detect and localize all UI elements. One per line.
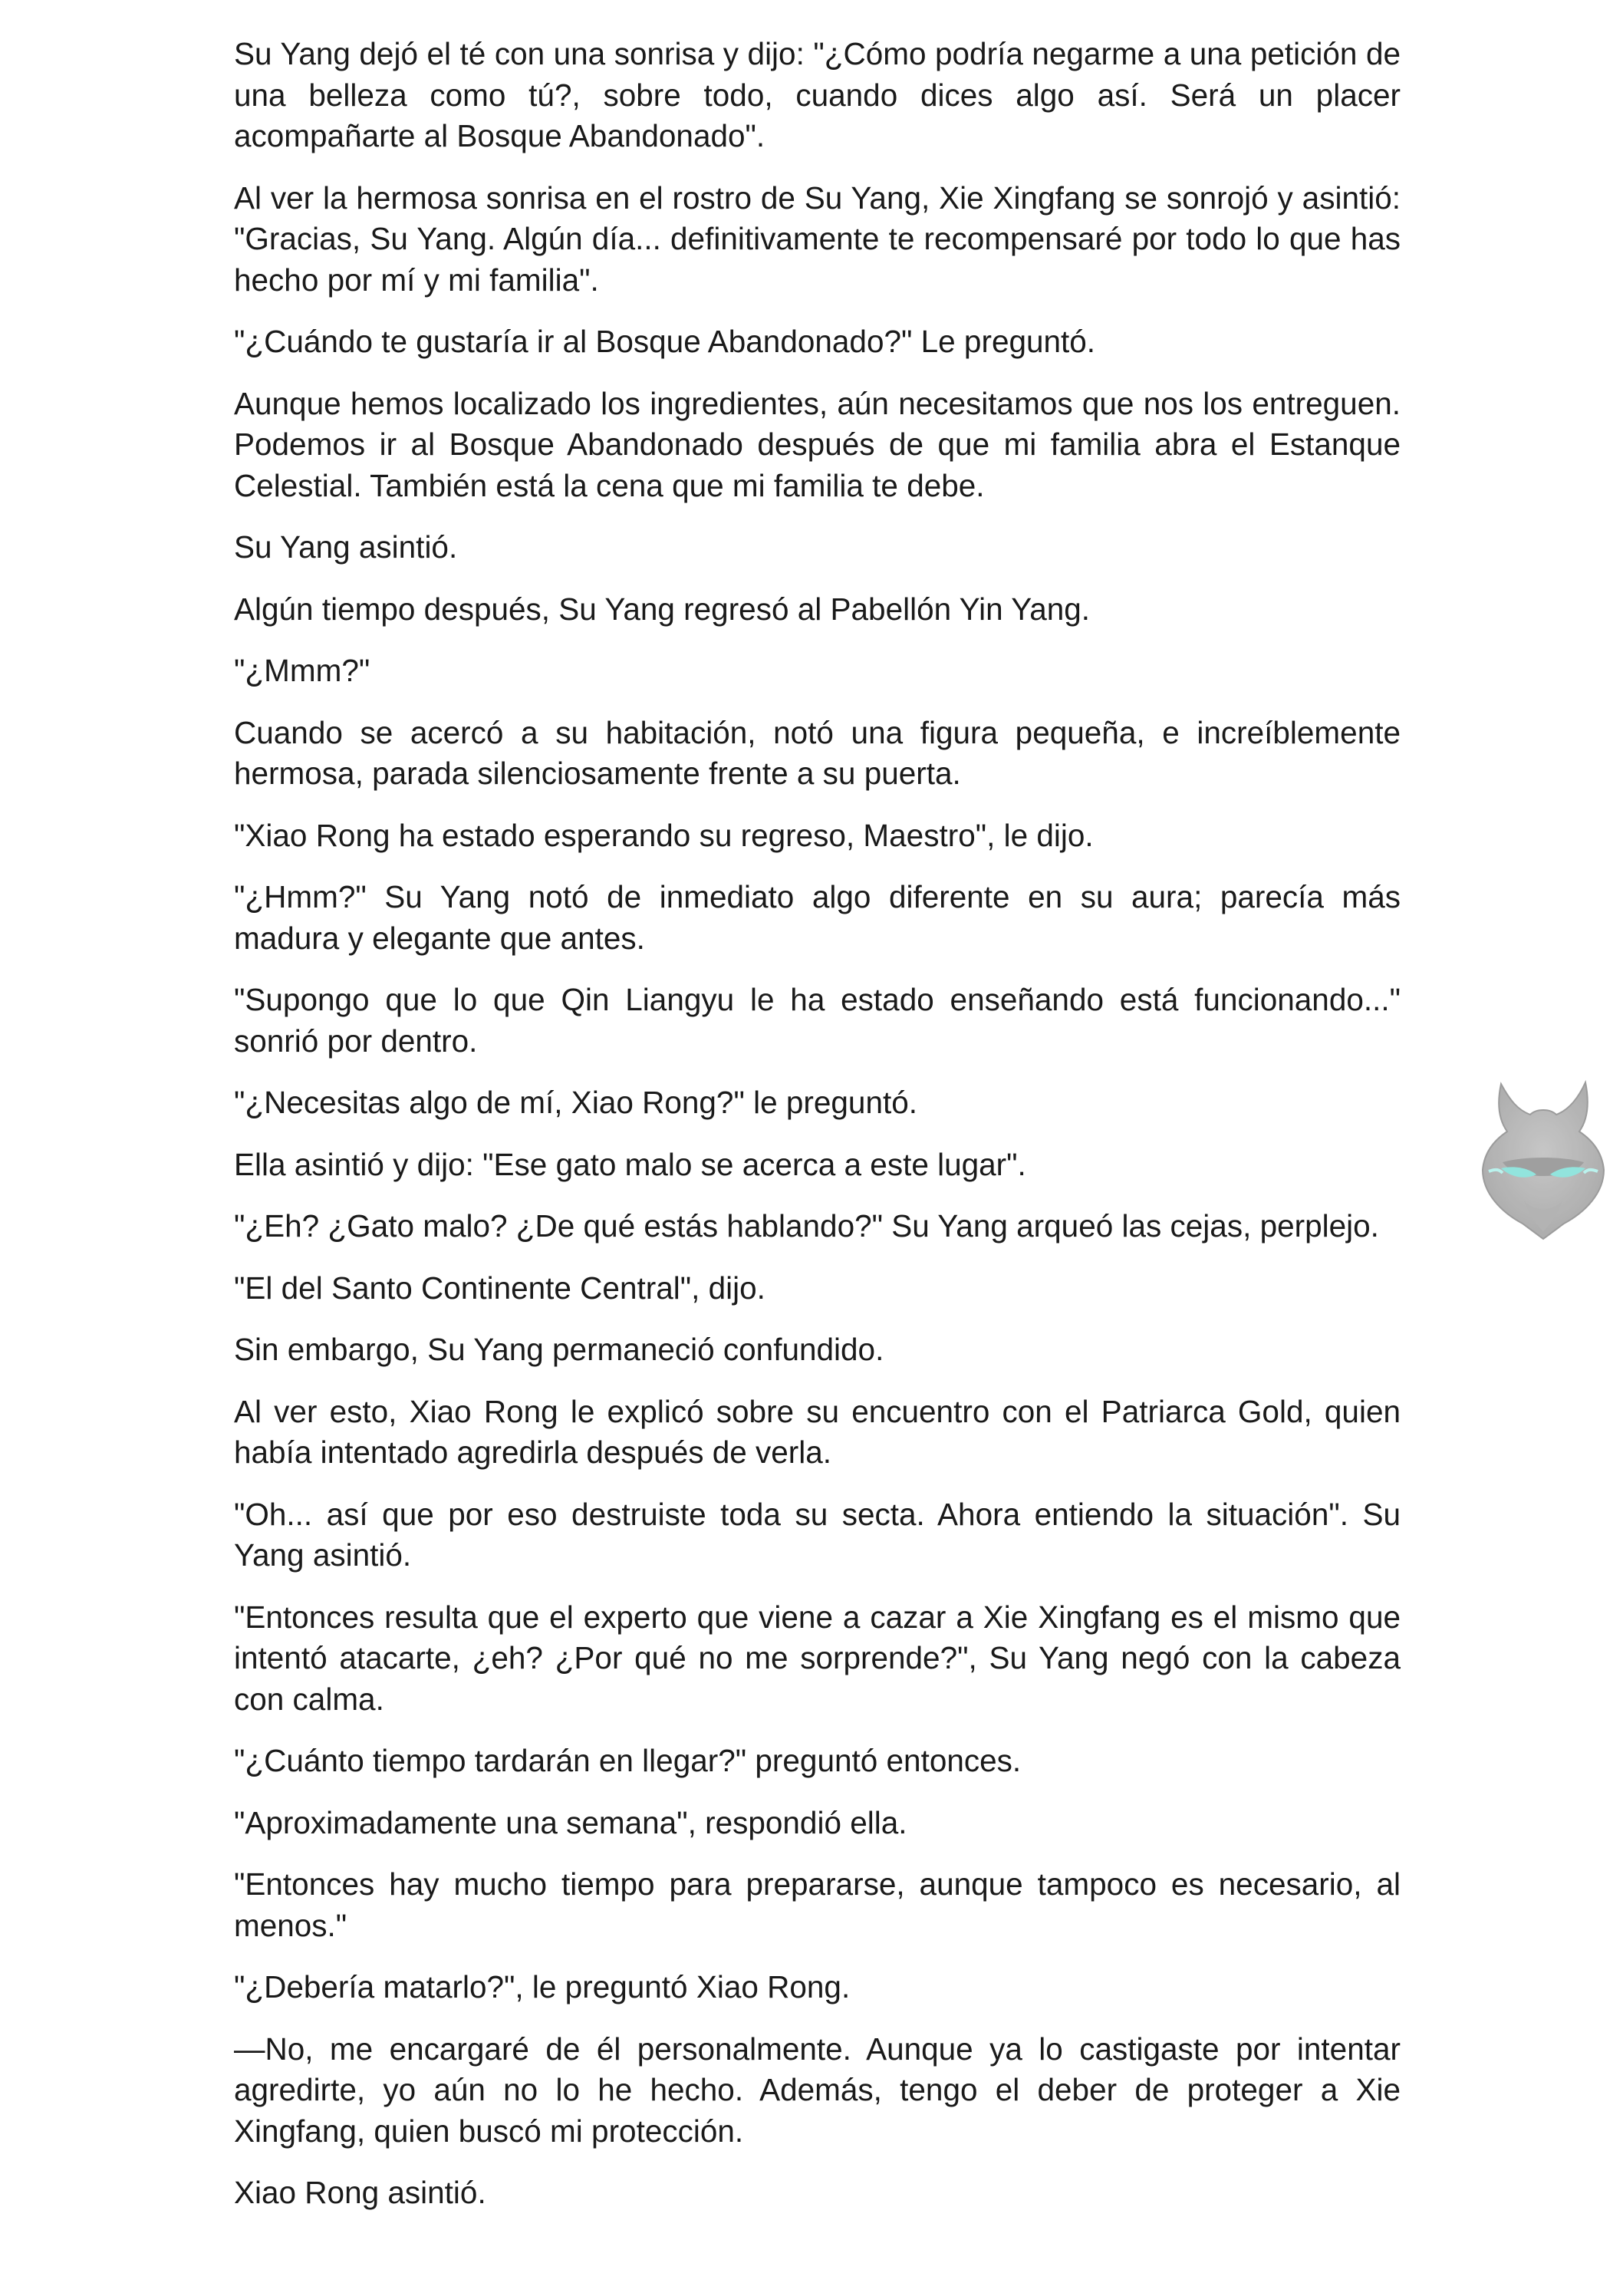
demon-head-icon	[1470, 1070, 1616, 1243]
paragraph: Ella asintió y dijo: "Ese gato malo se acerca a este lugar".	[234, 1146, 1026, 1182]
paragraph: —No, me encargaré de él personalmente. Aunque ya lo castigaste por intentar agredirte, yo aún no lo he hecho. Además, tengo el deber de proteger a Xie Xingfang, quien buscó mi protección.	[234, 2031, 1401, 2149]
paragraph: "¿Mmm?"	[234, 653, 370, 688]
paragraph: "¿Debería matarlo?", le preguntó Xiao Rong.	[234, 1969, 851, 2004]
paragraph: Xiao Rong asintió.	[234, 2175, 486, 2210]
paragraph: "¿Hmm?" Su Yang notó de inmediato algo diferente en su aura; parecía más madura y elegante que antes.	[234, 879, 1401, 956]
paragraph: Cuando se acercó a su habitación, notó una figura pequeña, e increíblemente hermosa, parada silenciosamente frente a su puerta.	[234, 714, 1401, 791]
paragraph: Aunque hemos localizado los ingredientes, aún necesitamos que nos los entreguen. Podemos ir al Bosque Abandonado después de que mi familia abra el Estanque Celestial. También está la cena que mi familia te debe.	[234, 385, 1401, 503]
paragraph: "Supongo que lo que Qin Liangyu le ha estado enseñando está funcionando..." sonrió por dentro.	[234, 982, 1401, 1059]
paragraph: "¿Eh? ¿Gato malo? ¿De qué estás hablando?" Su Yang arqueó las cejas, perplejo.	[234, 1208, 1379, 1244]
paragraph: "Entonces resulta que el experto que viene a cazar a Xie Xingfang es el mismo que intentó atacarte, ¿eh? ¿Por qué no me sorprende?", Su Yang negó con la cabeza con calma.	[234, 1599, 1401, 1717]
paragraph: "Xiao Rong ha estado esperando su regreso, Maestro", le dijo.	[234, 817, 1094, 853]
paragraph: "¿Cuánto tiempo tardarán en llegar?" preguntó entonces.	[234, 1743, 1022, 1778]
paragraph: "¿Cuándo te gustaría ir al Bosque Abandonado?" Le preguntó.	[234, 324, 1096, 359]
paragraph: Su Yang asintió.	[234, 529, 458, 565]
paragraph: Sin embargo, Su Yang permaneció confundido.	[234, 1332, 884, 1367]
paragraph: Su Yang dejó el té con una sonrisa y dijo: "¿Cómo podría negarme a una petición de una belleza como tú?, sobre todo, cuando dices algo así. Será un placer acompañarte al Bosque Abandonado".	[234, 36, 1401, 153]
paragraph: Algún tiempo después, Su Yang regresó al Pabellón Yin Yang.	[234, 591, 1091, 627]
paragraph: "¿Necesitas algo de mí, Xiao Rong?" le preguntó.	[234, 1085, 917, 1120]
paragraph: "Oh... así que por eso destruiste toda su secta. Ahora entiendo la situación". Su Yang asintió.	[234, 1496, 1401, 1573]
paragraph: "El del Santo Continente Central", dijo.	[234, 1270, 765, 1306]
paragraph: "Entonces hay mucho tiempo para prepararse, aunque tampoco es necesario, al menos."	[234, 1866, 1401, 1943]
paragraph: Al ver la hermosa sonrisa en el rostro de Su Yang, Xie Xingfang se sonrojó y asintió: "Gracias, Su Yang. Algún día... definitivamente te recompensaré por todo lo que has hecho por mí y mi familia".	[234, 180, 1401, 298]
paragraph: "Aproximadamente una semana", respondió ella.	[234, 1804, 907, 1840]
document-body	[234, 34, 1401, 2235]
paragraph: Al ver esto, Xiao Rong le explicó sobre su encuentro con el Patriarca Gold, quien había intentado agredirla después de verla.	[234, 1393, 1401, 1470]
